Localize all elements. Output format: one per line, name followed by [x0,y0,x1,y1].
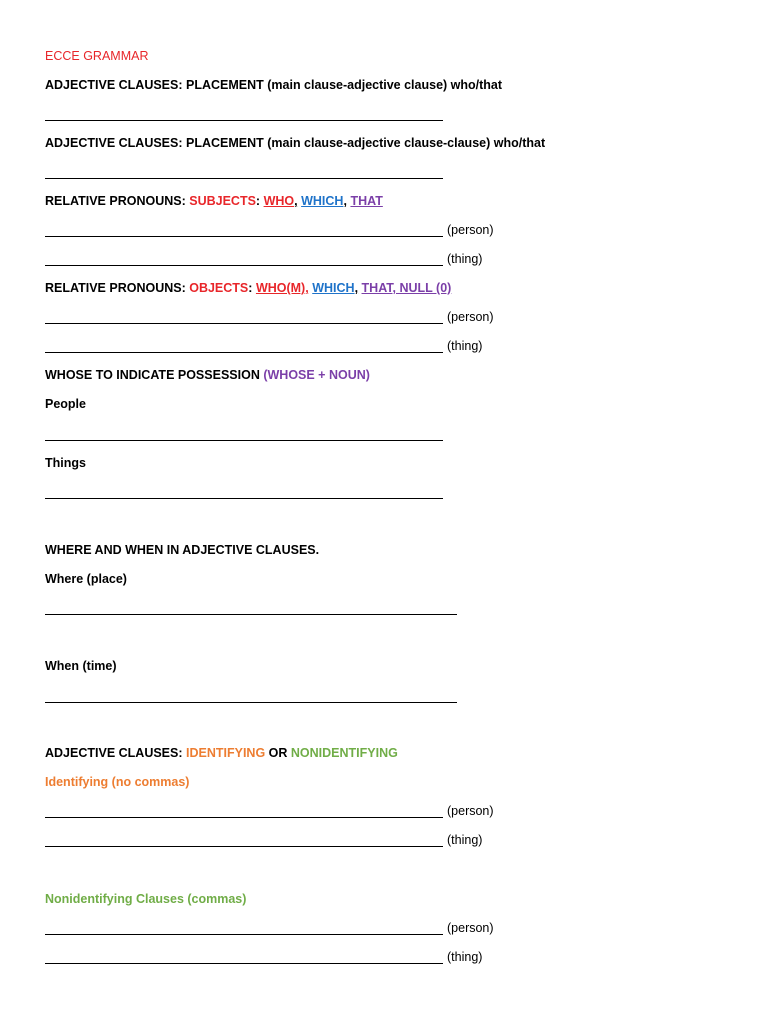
answer-line[interactable] [45,178,443,179]
identifying-subheading: Identifying (no commas) [45,775,190,789]
subjects-heading [45,193,383,209]
objects-prefix: RELATIVE PRONOUNS: [45,281,190,295]
nonidentifying-subheading: Nonidentifying Clauses (commas) [45,892,247,906]
answer-line[interactable] [45,614,457,615]
nonidentifying-word: NONIDENTIFYING [290,746,398,760]
where-label: Where (place) [45,572,127,586]
answer-line[interactable] [45,702,457,703]
objects-comma-2: , [354,281,359,295]
pronoun-which-object: WHICH [312,281,355,295]
pronoun-that: THAT [350,194,383,208]
identifying-prefix: ADJECTIVE CLAUSES: [45,746,186,760]
objects-heading [45,280,451,296]
answer-line-thing[interactable] [45,963,443,964]
when-label: When (time) [45,659,117,673]
whose-heading-text: WHOSE TO INDICATE POSSESSION [45,368,264,382]
answer-line-person[interactable] [45,934,443,935]
objects-label: OBJECTS [189,281,249,295]
or-word: OR [265,746,291,760]
subjects-prefix: RELATIVE PRONOUNS: [45,194,190,208]
identifying-word: IDENTIFYING [186,746,266,760]
whose-formula: (WHOSE + NOUN) [263,368,370,382]
pronoun-which: WHICH [301,194,344,208]
placement-heading-1: ADJECTIVE CLAUSES: PLACEMENT (main clause-adjective clause) who/that [45,78,503,92]
subjects-comma-2: , [343,194,347,208]
thing-tag: (thing) [447,339,483,353]
answer-line-thing[interactable] [45,265,443,266]
thing-tag: (thing) [447,833,483,847]
answer-line-thing[interactable] [45,846,443,847]
document-title: ECCE GRAMMAR [45,49,149,63]
subjects-colon: : [255,194,261,208]
objects-colon: : [248,281,253,295]
answer-line-thing[interactable] [45,352,443,353]
whose-heading [45,367,370,383]
answer-line-person[interactable] [45,817,443,818]
person-tag: (person) [447,921,494,935]
objects-comma-1: , [305,281,309,295]
answer-line-person[interactable] [45,236,443,237]
placement-heading-2: ADJECTIVE CLAUSES: PLACEMENT (main clause-adjective clause-clause) who/that [45,136,546,150]
identifying-heading [45,745,398,761]
person-tag: (person) [447,223,494,237]
pronoun-that-null: THAT, NULL (0) [361,281,452,295]
people-label: People [45,397,86,411]
answer-line-person[interactable] [45,323,443,324]
answer-line[interactable] [45,440,443,441]
person-tag: (person) [447,804,494,818]
things-label: Things [45,456,86,470]
subjects-label: SUBJECTS [189,194,256,208]
where-when-heading: WHERE AND WHEN IN ADJECTIVE CLAUSES. [45,543,320,557]
thing-tag: (thing) [447,252,483,266]
answer-line[interactable] [45,498,443,499]
person-tag: (person) [447,310,494,324]
thing-tag: (thing) [447,950,483,964]
pronoun-whom: WHO(M) [255,281,306,295]
subjects-comma-1: , [294,194,298,208]
answer-line[interactable] [45,120,443,121]
pronoun-who: WHO [263,194,295,208]
